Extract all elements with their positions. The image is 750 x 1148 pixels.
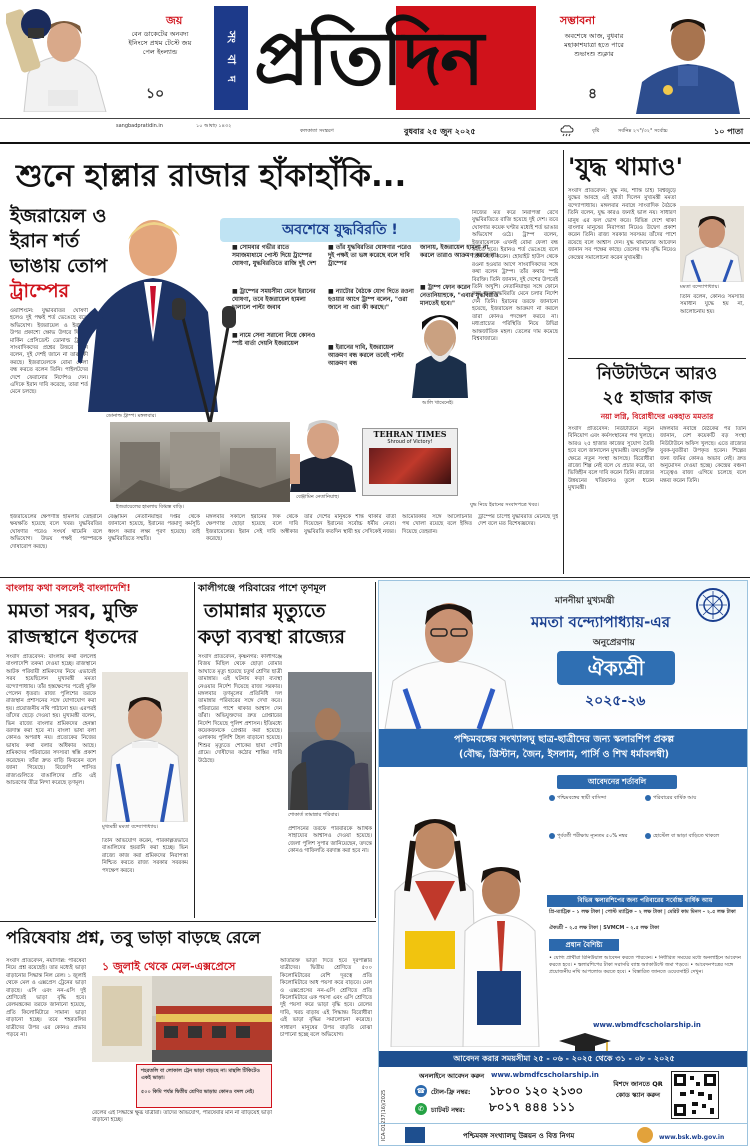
mid-center-story [198,580,372,920]
lead-left-column: ওয়াশিংটন: যুদ্ধবিরতির ঘোষণা হলেও দুই পক্ষই শর্ত ভেঙেছে বলে অভিযোগ। ইজরায়েল ও ইরানের উপর প্রকাশ্যে ক্ষোভ উগরে দিলেন মার্কিন প্রেসিডেন্ট ডোনাল্ড ট্রাম্প। সাংবাদিকদের প্রশ্নের উত্তরে তিনি বলেন, দুই দেশই জানে না তারা কী করছে। ইজরায়েলকে বোমা ফেলা বন্ধ করতে বলেন তিনি। পাইলটদের দেশে ফেরানোর নির্দেশও দেন। এদিকে ইরান দাবি করেছে, তারা শর্ত মেনে চলছে। [10,308,88,396]
tehran-times-sub: Shroud of Victory! [387,439,433,445]
ad-features: • যোগ্য প্রার্থীরা রিনিউয়াল আবেদন করতে পারবেন। • নির্ধারিত সময়ের মধ্যে অনলাইনে আবেদন করতে হবে। • স্কলারশিপের টাকা সরাসরি ব্যাঙ্ক অ্যাকাউন্টে জমা পড়বে। • আবেদনপত্রের সঙ্গে প্রয়োজনীয় নথি আপলোড করতে হবে। • বিস্তারিত জানতে ওয়েবসাইট দেখুন। [549,955,741,975]
ceasefire-banner [220,218,460,242]
masthead [0,0,750,118]
ad-apply-site[interactable]: www.wbmdfcscholarship.in [491,1071,599,1079]
stop-war-text-2: তিনি বলেন, কোনও সমস্যার সমাধান যুদ্ধে হয় না, আলোচনায় হয়। [680,294,744,315]
mid-col-divider-1 [194,582,195,918]
astronaut-photo [632,4,744,114]
ad-conditions [549,793,745,903]
lead-headline[interactable]: শুনে হাল্লার রাজার হাঁকাহাঁকি... [16,158,407,194]
mid-left-col-2: তিনি অভিযোগ করেন, পরিকল্পিতভাবে বাঙালিদের হয়রানি করা হচ্ছে। ভিন রাজ্যে কাজ করা শ্রমিকদের নিরাপত্তা নিশ্চিত করতে রাজ্য সরকার সবরকম পদক্ষেপ করবে। [102,838,188,874]
logo-side-text: সং বা দ [225,30,238,86]
lead-subhead-1: ইজরায়েল ও [10,205,107,227]
mid-center-headline-2[interactable]: কড়া ব্যবস্থা রাজ্যের [198,626,345,648]
bottom-subhead: ১ জুলাই থেকে মেল-এক্সপ্রেসে [102,960,236,973]
netanyahu-caption: বেঞ্জামিন নেতানিয়াহু। [296,494,340,500]
ad-website[interactable]: www.wbmdfcscholarship.in [593,1021,701,1029]
ad-scheme-badge [557,651,675,685]
ad-cond-4: হোস্টেল বা ভাড়া বাড়িতে থাকলে [653,833,720,839]
fact-5: ■ ন্যাটোর বৈঠকে যোগ দিতে রওনা হওয়ার আগে ট্রাম্প বলেন, "ওরা জানে না ওরা কী করছে।" [328,288,414,311]
tehran-times-title: TEHRAN TIMES [373,429,447,439]
lead-bottom-col-5: আমেরিকার সঙ্গে আলোচনার পথ খোলা রয়েছে বলে ইঙ্গিত দিয়েছে তেহরান। [402,514,472,535]
ad-banner [379,729,748,767]
dateline-temp: সর্বনিম্ন ২৭°/৩২° সর্বোচ্চ [618,128,668,134]
lead-bottom-col-2: বেঞ্জামিন নেতানিয়াহুর দপ্তর থেকে জানানো হয়েছে, ইরানের পরমাণু কর্মসূচি ধ্বংস করার লক্ষ্য পূরণ হয়েছে। তাই যুদ্ধবিরতিতে সম্মতি। [108,514,200,543]
lead-bottom-col-3: মঙ্গলবার সকালে ইরানের দিক থেকে ক্ষেপণাস্ত্র ছোড়া হয়েছে বলে দাবি ইজরায়েলের। ইরান সেই দাবি অস্বীকার করেছে। [206,514,298,543]
newtown-kicker: নয়া লগ্নি, বিরোধীদের একহাত মমতার [600,412,714,421]
lead-story [0,146,562,576]
ad-cm-label: মাননীয়া মুখ্যমন্ত্রী [555,596,615,606]
dateline-date-bn: ১০ আষাঢ় ১৪৩২ [196,123,232,129]
left-promo-text: বেন ডাকেটের অনবদ্য ইনিংসে প্রথম টেস্টে জয় পেল ইংল্যান্ড [128,30,192,56]
fact-6: ■ ইরানের দাবি, ইজরায়েল আক্রমণ বন্ধ করলে তবেই পাল্টা আক্রমণ বন্ধ [328,344,404,367]
lead-subhead-2: ইরান শর্ত [10,230,80,252]
ad-tollfree-label: টোল-ফ্রি নম্বর: [431,1088,471,1096]
ad-header [379,581,748,729]
mid-col-divider-2 [375,582,376,918]
mid-left-col-1: সংবাদ প্রতিবেদন: বাংলায় কথা বললেই বাংলাদেশি তকমা দেওয়া হচ্ছে। রাজস্থানে আটক পরিযায়ী শ্রমিকদের নিয়ে এভাবেই সরব হয়েছিলেন মুখ্যমন্ত্রী মমতা বন্দ্যোপাধ্যায়। তাঁর হস্তক্ষেপের পরেই মুক্তি পেলেন ধৃতরা। রাজ্য পুলিশের তরফে রাজস্থান প্রশাসনের সঙ্গে যোগাযোগ করা হয়। প্রয়োজনীয় নথি পাঠানো হয়। এরপরই তাঁদের ছেড়ে দেওয়া হয়। মুখ্যমন্ত্রী বলেন, ভিন রাজ্যে বাংলার শ্রমিকদের হেনস্তা বরদাস্ত করা হবে না। বাংলা ভাষা বলা কোনও অপরাধ নয়। প্রত্যেকের নিজের ভাষায় কথা বলার অধিকার আছে। শ্রমিকদের পরিবারের সদস্যরা স্বস্তি প্রকাশ করেছেন। তাঁরা দ্রুত বাড়ি ফিরবেন বলে জানা গিয়েছে। বিজেপি শাসিত রাজ্যগুলিতে বাঙালিদের প্রতি এই আচরণের তীব্র নিন্দা করেছে তৃণমূল। [6,654,96,786]
dateline-pages: ১০ পাতা [714,127,744,136]
fact-8: ■ ট্রাম্প ফোন করেন নেতানিয়াহুকে, "এবার যুদ্ধবিরতি মানতেই হবে।" [420,284,499,307]
dateline [0,118,750,144]
lead-bottom-col-6: ট্রাম্পের চাপেই যুদ্ধবিরতি মেনেছে দুই দেশ বলে মত বিশেষজ্ঞদের। [478,514,558,528]
newtown-headline-2[interactable]: ২৫ হাজার কাজ [602,388,712,408]
ceasefire-banner-text: অবশেষে যুদ্ধবিরতি ! [282,222,398,238]
bottom-bullet-2: ৫০০ কিমি পর্যন্ত দ্বিতীয় শ্রেণির ভাড়ায় কোনও বদল নেই। [141,1089,255,1095]
ad-feat-title: প্রধান বৈশিষ্ট্য [549,939,619,951]
ad-cond-1: পশ্চিমবঙ্গের স্থায়ী বাসিন্দা [557,795,607,801]
bsk-logo-icon [637,1127,653,1143]
ad-deadline [379,1051,748,1067]
trump-caption: ডোনাল্ড ট্রাম্প। মঙ্গলবার। [106,413,157,419]
left-promo-page: ১০ [146,86,165,102]
ad-amount-row-1: প্রি-ম্যাট্রিক – ১ লক্ষ টাকা | পোস্ট ম্যাট্রিক – ২ লক্ষ টাকা | মেরিট কাম মিনস – ২.৫ লক্ষ টাকা [549,909,736,915]
right-promo-text: অবশেষে আজ, বুধবার মহাকাশযাত্রা হতে পারে শুভাংশু শুক্লার [564,32,624,58]
ad-apply-label: অনলাইনে আবেদন করুন [419,1072,485,1080]
logo-wordmark: প্রতিদিন [254,16,483,102]
cricketer-photo [6,4,121,112]
newtown-col-1: সংবাদ প্রতিবেদন: নিউটাউনে নতুন বিনিয়োগ এবং কর্মসংস্থানের পথ খুলছে। আরও ২৫ হাজার কাজের সুযোগ তৈরি হবে বলে জানালেন মুখ্যমন্ত্রী। তথ্যপ্রযুক্তি ক্ষেত্রে নতুন সংস্থা আসছে। বিরোধীরা রাজ্যে শিল্প নেই বলে যে প্রচার করে, তা ভিত্তিহীন বলে দাবি করেন তিনি। রাজ্যের উন্নয়নের খতিয়ানও তুলে ধরেন মুখ্যমন্ত্রী। [568,426,654,492]
ad-inspire: অনুপ্রেরণায় [593,638,635,648]
mid-left-caption: মুখ্যমন্ত্রী মমতা বন্দ্যোপাধ্যায়। [102,824,159,830]
rubble-caption: ইজরায়েলের হামলায় বিধ্বস্ত বাড়ি। [116,504,184,510]
cloud-rain-icon [560,125,574,137]
ad-tollfree[interactable]: ১৮০০ ১২০ ২১৩০ [489,1084,584,1098]
right-section-rule [568,358,746,359]
mid-center-photo [288,672,372,810]
bottom-bullet-1: শহরতলি বা লোকাল ট্রেন ভাড়া বাড়ছে না। মান্থলি টিকিটেও একই ভাড়া। [141,1068,260,1081]
stop-war-headline[interactable]: 'যুদ্ধ থামাও' [568,153,683,181]
phone-icon: ☎ [416,1087,426,1095]
lead-bottom-col-1: ইজরায়েলের ক্ষেপণাস্ত্র হামলায় তেহরানে ক্ষয়ক্ষতি হয়েছে বলে খবর। যুদ্ধবিরতির ঘোষণার পরেও সংঘর্ষ থামেনি বলে অভিযোগ। উভয় পক্ষই পরস্পরকে দোষারোপ করছে। [10,514,102,550]
right-top-story [568,150,746,574]
fact-2: ■ ট্রাম্পের সময়সীমা মেনে ইরানের ঘোষণা, তবে ইজরায়েল হামলা চালালে পাল্টা জবাব [232,288,316,311]
left-promo[interactable] [6,4,196,114]
lead-subhead-4: ট্রাম্পের [10,280,70,302]
lead-bottom-col-4: তাঁর দেশের মানুষকে শান্ত থাকার বার্তা দিয়েছেন ইরানের সর্বোচ্চ ধর্মীয় নেতা। যুদ্ধবিরতি কতদিন স্থায়ী হয় সেদিকেই নজর। [304,514,396,535]
ad-cond-3: পূর্ববর্তী পরীক্ষায় ন্যূনতম ৫০% নম্বর [557,833,628,839]
chat-icon: ✆ [415,1103,427,1115]
bottom-headline[interactable]: পরিষেবায় প্রশ্ন, তবু ভাড়া বাড়ছে রেলে [6,928,261,947]
bottom-col-1: সংবাদ প্রতিবেদন, নয়াদিল্লি: পরিষেবা নিয়ে প্রশ্ন রয়েছেই। তার মধ্যেই ভাড়া বাড়ানোর সিদ্ধান্ত নিল রেল। ১ জুলাই থেকে মেল ও এক্সপ্রেস ট্রেনের ভাড়া বাড়ছে। এসি এবং নন-এসি দুই শ্রেণিতেই ভাড়া বৃদ্ধি হবে। রেলমন্ত্রকের তরফে জানানো হয়েছে, প্রতি কিলোমিটারে সামান্য ভাড়া বাড়ানো হচ্ছে। তবে শহরতলির যাত্রীদের উপর এর কোনও প্রভাব পড়বে না। [6,958,86,1039]
microphone-stand-icon [170,296,240,426]
right-promo-page: ৪ [588,86,598,102]
bottom-rule [0,921,376,922]
mid-left-story [6,580,190,920]
ad-chat-label: চ্যাটবট নম্বর: [431,1106,466,1114]
ad-amount-title: বিভিন্ন স্কলারশিপের জন্য পরিবারের সর্বোচ্চ বার্ষিক আয় [547,895,743,907]
logo-side-badge [214,6,248,110]
ad-cm-photo [379,589,519,729]
wb-emblem-icon [695,587,731,623]
qr-code-icon[interactable] [671,1071,719,1119]
ad-amount-row-2: ঐক্যশ্রী – ২.৫ লক্ষ টাকা | SVMCM – ২.৫ লক্ষ টাকা [549,925,660,931]
right-promo-title: সম্ভাবনা [560,14,596,27]
rubble-photo [110,422,290,502]
ad-banner-text-2: (বৌদ্ধ, খ্রিস্টান, জৈন, ইসলাম, পার্সি ও শিখ ধর্মাবলম্বী) [458,749,670,760]
fact-4: ■ তাঁর যুদ্ধবিরতির ঘোষণার পরেও দুই পক্ষই তা ভঙ্গ করেছে বলে দাবি ট্রাম্পের [328,244,412,267]
mid-center-col-2: প্রশাসনের তরফে পরিবারকে আর্থিক সাহায্যের আশ্বাসও দেওয়া হয়েছে। জেলা পুলিশ সুপার জানিয়েছেন, তদন্তে কোনও গাফিলতি বরদাস্ত করা হবে না। [288,826,372,855]
netanyahu-photo [290,410,356,492]
mamata-photo [680,206,744,282]
stop-war-text: সংবাদ প্রতিবেদন: যুদ্ধ নয়, শান্তি চাই। বিশ্বজুড়ে যুদ্ধের আবহে এই বার্তা দিলেন মুখ্যমন্ত্রী মমতা বন্দ্যোপাধ্যায়। মঙ্গলবার নবান্নে সাংবাদিক বৈঠকে তিনি বলেন, যুদ্ধ কারও জন্যই ভাল নয়। সাধারণ মানুষ এর ফল ভোগ করে। বিভিন্ন দেশে থাকা বাংলার মানুষের নিরাপত্তা নিয়েও উদ্বেগ প্রকাশ করেন তিনি। রাজ্য সরকার সবসময় তাঁদের পাশে রয়েছে বলে আশ্বাস দেন। যুদ্ধ থামানোর আবেদন জানান সব পক্ষের কাছে। তেলের দাম বৃদ্ধি নিয়েও কেন্দ্রের সমালোচনা করেন মুখ্যমন্ত্রী। [568,188,676,261]
mamata-caption: মমতা বন্দ্যোপাধ্যায়। [680,284,720,290]
ad-cm-name: মমতা বন্দ্যোপাধ্যায়-এর [531,613,670,631]
mid-left-photo [102,672,188,822]
mid-center-caption: শোকার্ত তামান্নার পরিবার। [288,812,340,818]
train-photo [92,976,272,1062]
bottom-col-3: অতিরিক্ত ভাড়া দিতে হবে দূরপাল্লার যাত্রীদের। দ্বিতীয় শ্রেণিতে ৫০০ কিলোমিটারের বেশি দূরত্বে প্রতি কিলোমিটারে আধ পয়সা করে বাড়বে। মেল ও এক্সপ্রেসের নন-এসি শ্রেণিতে প্রতি কিলোমিটারে এক পয়সা এবং এসি শ্রেণিতে দুই পয়সা করে ভাড়া বৃদ্ধি হবে। রেলের দাবি, খরচ বাড়ায় এই সিদ্ধান্ত। বিরোধীরা এই ভাড়া বৃদ্ধির সমালোচনা করেছে। সাধারণ মানুষের উপর বাড়তি বোঝা চাপানো হচ্ছে বলে অভিযোগ। [280,958,372,1039]
khamenei-caption: আলি খামেনেই। [422,400,454,406]
ad-cond-icon-3 [549,833,555,839]
mid-left-headline-2[interactable]: রাজস্থানে ধৃতদের [8,626,138,648]
bottom-bullet-box [136,1064,272,1108]
lead-subhead-3: ভাঙায় তোপ [10,255,108,277]
khamenei-photo [410,304,470,398]
newspaper-caption: যুদ্ধ নিয়ে ইরানের সংবাদপত্রে খবর। [470,502,539,508]
ad-dept: পশ্চিমবঙ্গ সংখ্যালঘু উন্নয়ন ও বিত্ত নিগম [463,1132,575,1140]
lead-right-column: নিজের মত করে নিরাপত্তা রেখে যুদ্ধবিরতিতে রাজি হয়েছে দুই দেশ। তবে ঘোষণার কয়েক ঘণ্টার মধ্যেই শর্ত ভাঙার অভিযোগ ওঠে। ট্রাম্প বলেন, ইজরায়েলকে এখনই বোমা ফেলা বন্ধ করতে হবে। ইরানও শর্ত ভেঙেছে বলে তিনি দাবি করেন। হোয়াইট হাউস থেকে রওনা হওয়ার আগে সাংবাদিকদের সঙ্গে কথা বলেন ট্রাম্প। তাঁর কথায় স্পষ্ট বিরক্তি। তিনি জানান, দুই দেশের উপরেই তিনি অখুশি। নেতানিয়াহুর সঙ্গে ফোনে কথা বলে যুদ্ধবিরতি মেনে চলার নির্দেশ দেন তিনি। ইরানের তরফে জানানো হয়েছে, ইজরায়েল আক্রমণ না করলে তারা কোনও পদক্ষেপ করবে না। মধ্যপ্রাচ্যের পরিস্থিতি নিয়ে উদ্বিগ্ন আন্তর্জাতিক মহল। তেলের দাম কমেছে বিশ্ববাজারে। [472,210,558,342]
ad-banner-text: পশ্চিমবঙ্গের সংখ্যালঘু ছাত্র-ছাত্রীদের জন্য স্কলারশিপ প্রকল্প [453,734,675,745]
logo[interactable] [214,6,536,114]
right-promo[interactable] [558,4,746,114]
ad-qr-label: বিশদে জানতে QR কোড স্ক্যান করুন [613,1080,663,1099]
left-promo-title: জয় [166,14,183,27]
mid-center-kicker: কালীগঞ্জে পরিবারের পাশে তৃণমূল [198,583,326,594]
ad-cond-icon-1 [549,795,555,801]
newtown-headline-1[interactable]: নিউটাউনে আরও [596,364,718,384]
bottom-col-2: রেলের এই সিদ্ধান্তে ক্ষুব্ধ যাত্রীরা। তাঁদের অভিযোগ, পরিষেবার মান না বাড়িয়েই ভাড়া বাড়ানো হচ্ছে। [92,1110,272,1124]
fact-3: ■ নামে সেনা সরানো নিয়ে কোনও স্পষ্ট বার্তা দেয়নি ইজরায়েল [232,332,316,347]
ad-footer-site[interactable]: www.bsk.wb.gov.in [659,1134,725,1141]
ad-cond-icon-2 [645,795,651,801]
scholarship-ad[interactable] [378,580,748,1146]
mid-center-headline-1[interactable]: তামান্নার মৃত্যুতে [204,600,326,622]
ad-ica: ICA-D1237(16)/2025 [381,1089,387,1141]
fact-1: ■ সোমবার গভীর রাতে সমাজমাধ্যমে পোস্ট দিয়ে ট্রাম্পের ঘোষণা, যুদ্ধবিরতিতে রাজি দুই দেশ [232,244,317,267]
ad-chat[interactable]: ৮০১৭ ৪৪৪ ১১১ [489,1100,576,1114]
wbmdfc-logo-icon [405,1127,425,1143]
tehran-times-photo [362,428,458,496]
mid-rule [0,577,750,578]
mid-left-headline-1[interactable]: মমতা সরব, মুক্তি [8,600,138,622]
ad-year: ২০২৫-২৬ [585,693,646,709]
dateline-day: বুধবার ২৫ জুন ২০২৫ [404,127,476,136]
column-divider [563,150,564,574]
ad-cond-icon-4 [645,833,651,839]
fact-7: জানায়, ইজরায়েল হামলা না করলে তারাও আক্রমণ করবে না। [420,244,499,259]
ad-cond-2: পরিবারের বার্ষিক আয় [653,795,697,801]
newtown-col-2: মঙ্গলবার নবান্নে বৈঠকের পর তিনি জানান, বেশ কয়েকটি বড় সংস্থা নিউটাউনে অফিস খুলছে। এতে রাজ্যের যুবক-যুবতীরা উপকৃত হবেন। শিল্পের জন্য জমির কোনও অভাব নেই। দ্রুত অনুমোদন দেওয়া হচ্ছে। কেন্দ্রের বঞ্চনা সত্ত্বেও রাজ্য এগিয়ে চলেছে বলে মন্তব্য করেন তিনি। [660,426,746,484]
dateline-website[interactable]: sangbadpratidin.in [116,123,163,129]
ad-cond-title: আবেদনের শর্তাবলি [557,775,677,789]
mid-left-kicker: বাংলায় কথা বললেই বাংলাদেশি! [6,583,131,594]
ad-deadline-text: আবেদন করার সময়সীমা ২৫ - ০৬ - ২০২৫ থেকে ৩১ - ০৮ - ২০২৫ [453,1054,675,1063]
dateline-edition: কলকাতা সংস্করণ [300,128,334,134]
ad-scheme-name: ঐক্যশ্রী [587,656,645,680]
bottom-story [6,924,372,1144]
ad-footer [379,1123,748,1146]
mid-center-col-1: সংবাদ প্রতিবেদন, কৃষ্ণনগর: কালীগঞ্জে বিজয় মিছিল থেকে ছোড়া বোমার আঘাতে মৃত্যু হয়েছে চতুর্থ শ্রেণির ছাত্রী তামান্নার। এই ঘটনায় কড়া ব্যবস্থা নেওয়ার নির্দেশ দিয়েছে রাজ্য সরকার। মঙ্গলবার তৃণমূলের প্রতিনিধি দল তামান্নার পরিবারের সঙ্গে দেখা করে। পরিবারের পাশে থাকার আশ্বাস দেন তাঁরা। অভিযুক্তদের দ্রুত গ্রেপ্তারের নির্দেশ দিয়েছে পুলিশ প্রশাসন। ইতিমধ্যে কয়েকজনকে গ্রেপ্তার করা হয়েছে। এলাকায় পুলিশি টহল বাড়ানো হয়েছে। শিশুর মৃত্যুতে শোকের ছায়া গোটা গ্রামে। দোষীদের কঠোর শাস্তির দাবি উঠেছে। [198,654,282,764]
ad-students-photo [385,771,545,1047]
dateline-weather: বৃষ্টি [592,128,600,134]
